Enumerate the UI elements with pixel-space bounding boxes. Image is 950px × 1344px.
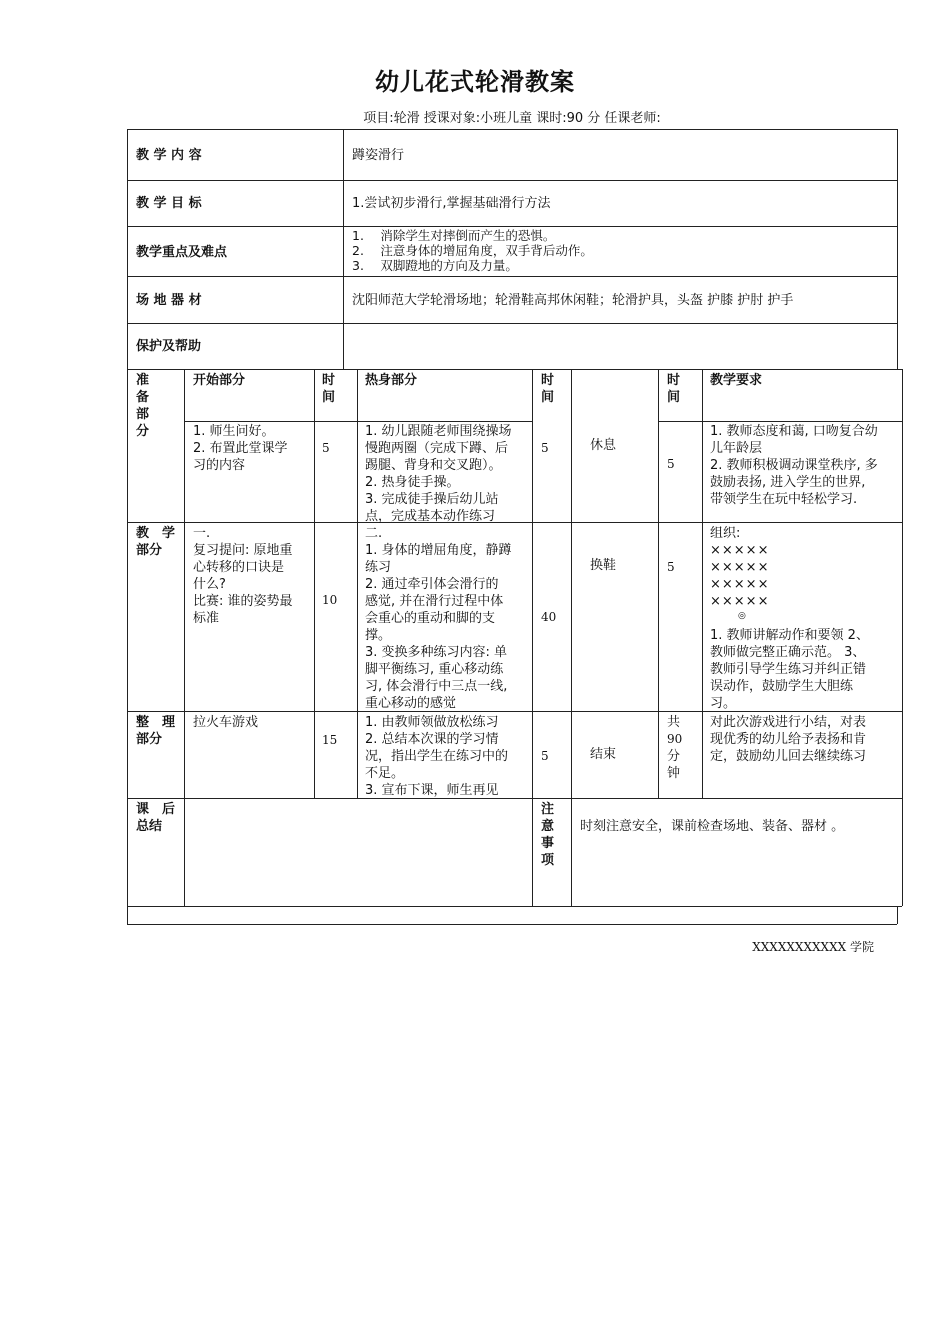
venue-label: 场 地 器 材 — [136, 293, 202, 308]
text-line: 1. 由教师领做放松练习 — [365, 715, 499, 730]
grid-line — [897, 129, 898, 369]
prep-requirements — [710, 423, 878, 508]
key-label: 教学重点及难点 — [136, 245, 228, 260]
label-line: 教 学 — [136, 526, 176, 541]
text-line: 共 — [667, 715, 681, 730]
key-item: 1. 消除学生对摔倒而产生的恐惧。 — [352, 228, 556, 243]
label-char: 事 — [541, 836, 555, 851]
institution-footer: XXXXXXXXXXX 学院 — [752, 940, 874, 954]
text-line: 撑。 — [365, 628, 392, 643]
formation-row: ××××× — [710, 543, 770, 558]
label-line: 部分 — [136, 543, 163, 558]
end-section-label — [136, 714, 175, 748]
teach-time-1: 10 — [322, 593, 338, 607]
grid-line — [902, 369, 903, 906]
header-warmup: 热身部分 — [365, 373, 418, 388]
teach-warmup-content — [365, 525, 512, 712]
text-line: 1. 师生问好。 — [193, 424, 275, 439]
text-line: 3. 变换多种练习内容: 单 — [365, 645, 508, 660]
text-line: 2. 教师积极调动课堂秩序, 多 — [710, 458, 878, 473]
end-requirements — [710, 714, 866, 765]
label-char: 意 — [541, 819, 555, 834]
end-start-content: 拉火车游戏 — [193, 715, 259, 730]
grid-line — [357, 369, 358, 798]
grid-line — [658, 369, 659, 798]
text-line: 慢跑两圈（完成下蹲、后 — [365, 441, 509, 456]
grid-line — [314, 369, 315, 798]
grid-line — [532, 369, 533, 906]
text-line: 2. 热身徒手操。 — [365, 475, 460, 490]
text-line: 什么? — [193, 577, 226, 592]
label-char: 部 — [136, 407, 150, 422]
text-line: 标准 — [193, 611, 220, 626]
text-line: 感觉, 并在滑行过程中体 — [365, 594, 504, 609]
text-line: 误动作，鼓励学生大胆练 — [710, 679, 854, 694]
content-label: 教 学 内 容 — [136, 148, 202, 163]
text-line: 心转移的口诀是 — [193, 560, 285, 575]
grid-line — [658, 421, 902, 422]
content-value: 蹲姿滑行 — [352, 148, 405, 163]
text-line: 踢腿、背身和交叉跑）。 — [365, 458, 502, 473]
grid-line — [127, 906, 902, 907]
label-char: 时 — [541, 373, 555, 388]
end-time-1: 15 — [322, 733, 338, 747]
label-char: 时 — [322, 373, 336, 388]
page-subtitle: 项目:轮滑 授课对象:小班儿童 课时:90 分 任课老师: — [363, 111, 661, 126]
text-line: 点，完成基本动作练习 — [365, 509, 496, 524]
text-line: 二. — [365, 526, 383, 541]
text-line: 2. 总结本次课的学习情 — [365, 732, 499, 747]
text-line: 对此次游戏进行小结，对表 — [710, 715, 867, 730]
rest-label: 休息 — [590, 438, 617, 453]
text-line: 教师做完整正确示范。 3、 — [710, 645, 866, 660]
label-char: 备 — [136, 390, 150, 405]
text-line: 2. 布置此堂课学 — [193, 441, 288, 456]
text-line: 1. 教师讲解动作和要领 2、 — [710, 628, 869, 643]
text-line: 分 — [667, 749, 681, 764]
teach-time-3: 5 — [667, 560, 675, 574]
label-char: 间 — [667, 390, 681, 405]
teach-requirements — [710, 627, 869, 712]
grid-line — [184, 421, 532, 422]
label-line: 课 后 — [136, 802, 176, 817]
organization-diagram — [710, 525, 769, 622]
text-line: 比赛: 谁的姿势最 — [193, 594, 293, 609]
text-line: 重心移动的感觉 — [365, 696, 457, 711]
label-char: 注 — [541, 802, 555, 817]
text-line: 复习提问: 原地重 — [193, 543, 293, 558]
total-duration — [667, 714, 682, 782]
text-line: 习, 体会滑行中三点一线, — [365, 679, 508, 694]
grid-line — [702, 369, 703, 798]
prep-warmup-content — [365, 423, 512, 525]
text-line: 1. 幼儿跟随老师围绕操场 — [365, 424, 512, 439]
text-line: 鼓励表扬, 进入学生的世界, — [710, 475, 866, 490]
prep-time-2: 5 — [541, 441, 549, 455]
label-char: 准 — [136, 373, 150, 388]
grid-line — [127, 226, 897, 227]
grid-line — [343, 129, 344, 369]
protect-label: 保护及帮助 — [136, 339, 202, 354]
grid-line — [127, 924, 897, 925]
page-title: 幼儿花式轮滑教案 — [375, 68, 575, 96]
text-line: 定，鼓励幼儿回去继续练习 — [710, 749, 867, 764]
text-line: 1. 教师态度和蔼, 口吻复合幼 — [710, 424, 878, 439]
text-line: 儿年龄层 — [710, 441, 763, 456]
text-line: 况，指出学生在练习中的 — [365, 749, 509, 764]
grid-line — [127, 323, 897, 324]
text-line: 带领学生在玩中轻松学习. — [710, 492, 858, 507]
text-line: 会重心的重动和脚的支 — [365, 611, 496, 626]
text-line: 3. 宣布下课，师生再见 — [365, 783, 499, 798]
key-item: 2. 注意身体的增屈角度，双手背后动作。 — [352, 243, 593, 258]
text-line: 教师引导学生练习并纠正错 — [710, 662, 867, 677]
text-line: 一. — [193, 526, 211, 541]
header-requirements: 教学要求 — [710, 373, 763, 388]
key-list — [352, 228, 593, 273]
formation-row: ××××× — [710, 560, 770, 575]
finish-label: 结束 — [590, 747, 617, 762]
label-char: 时 — [667, 373, 681, 388]
venue-value: 沈阳师范大学轮滑场地；轮滑鞋高邦休闲鞋；轮滑护具，头盔 护膝 护肘 护手 — [352, 293, 794, 308]
teach-time-2: 40 — [541, 610, 557, 624]
text-line: 练习 — [365, 560, 392, 575]
goal-value: 1.尝试初步滑行,掌握基础滑行方法 — [352, 196, 551, 211]
text-line: 现优秀的幼儿给予表扬和肯 — [710, 732, 867, 747]
text-line: 3. 完成徒手操后幼儿站 — [365, 492, 499, 507]
org-label: 组织: — [710, 526, 741, 541]
goal-label: 教 学 目 标 — [136, 196, 202, 211]
key-item: 3. 双脚蹬地的方向及力量。 — [352, 258, 518, 273]
end-warmup-content — [365, 714, 508, 799]
formation-row: ××××× — [710, 577, 770, 592]
header-time-1 — [322, 372, 335, 406]
prep-section-label — [136, 372, 149, 440]
text-line: 习的内容 — [193, 458, 246, 473]
grid-line — [571, 369, 572, 906]
notes-label — [541, 801, 554, 869]
text-line: 1. 身体的增屈角度，静蹲 — [365, 543, 512, 558]
label-line: 总结 — [136, 819, 163, 834]
label-char: 分 — [136, 424, 150, 439]
summary-section-label — [136, 801, 175, 835]
shoes-label: 换鞋 — [590, 558, 617, 573]
prep-start-content — [193, 423, 288, 474]
grid-line — [127, 180, 897, 181]
grid-line — [897, 906, 898, 924]
text-line: 脚平衡练习, 重心移动练 — [365, 662, 504, 677]
formation-row: ××××× — [710, 594, 770, 609]
label-char: 项 — [541, 853, 555, 868]
grid-line — [127, 129, 897, 130]
text-line: 2. 通过牵引体会滑行的 — [365, 577, 499, 592]
grid-line — [184, 369, 185, 906]
text-line: 钟 — [667, 766, 681, 781]
header-time-2 — [541, 372, 554, 406]
grid-line — [127, 276, 897, 277]
grid-line — [127, 129, 128, 924]
header-start: 开始部分 — [193, 373, 246, 388]
grid-line — [127, 369, 902, 370]
text-line: 习。 — [710, 696, 737, 711]
text-line: 90 — [667, 732, 683, 746]
teach-start-content — [193, 525, 293, 627]
grid-line — [127, 522, 902, 523]
prep-time-3: 5 — [667, 457, 675, 471]
label-char: 间 — [322, 390, 336, 405]
label-line: 部分 — [136, 732, 163, 747]
text-line: 不足。 — [365, 766, 405, 781]
teach-section-label — [136, 525, 175, 559]
label-line: 整 理 — [136, 715, 176, 730]
prep-time-1: 5 — [322, 441, 330, 455]
grid-line — [127, 798, 902, 799]
notes-value: 时刻注意安全，课前检查场地、装备、器材 。 — [580, 819, 845, 834]
end-time-2: 5 — [541, 749, 549, 763]
header-time-3 — [667, 372, 680, 406]
teacher-position-icon: ◎ — [738, 611, 746, 621]
label-char: 间 — [541, 390, 555, 405]
